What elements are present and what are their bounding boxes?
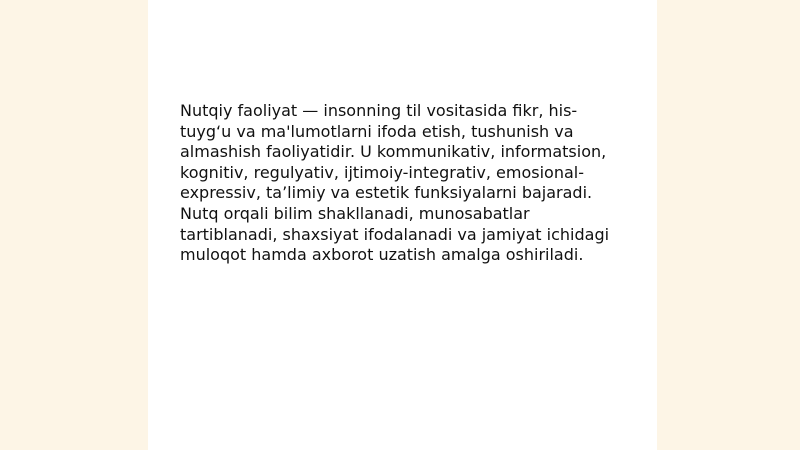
paragraph-line: Nutqiy faoliyat — insonning til vositasida fikr, his-	[180, 101, 578, 120]
paragraph-line: expressiv, ta’limiy va estetik funksiyalarni bajaradi.	[180, 183, 593, 203]
paragraph-line: almashish faoliyatidir. U kommunikativ, informatsion,	[180, 142, 607, 162]
paragraph-line: muloqot hamda axborot uzatish amalga oshiriladi.	[180, 245, 584, 265]
paragraph-line: Nutq orqali bilim shakllanadi, munosabatlar	[180, 203, 530, 223]
body-paragraph	[180, 101, 620, 266]
paragraph-line: kognitiv, regulyativ, ijtimoiy-integrativ, emosional-	[180, 162, 584, 182]
document-page	[148, 0, 657, 450]
paragraph-line: tartiblanadi, shaxsiyat ifodalanadi va jamiyat ichidagi	[180, 224, 610, 244]
paragraph-line: tuyg‘u va ma'lumotlarni ifoda etish, tushunish va	[180, 121, 574, 141]
